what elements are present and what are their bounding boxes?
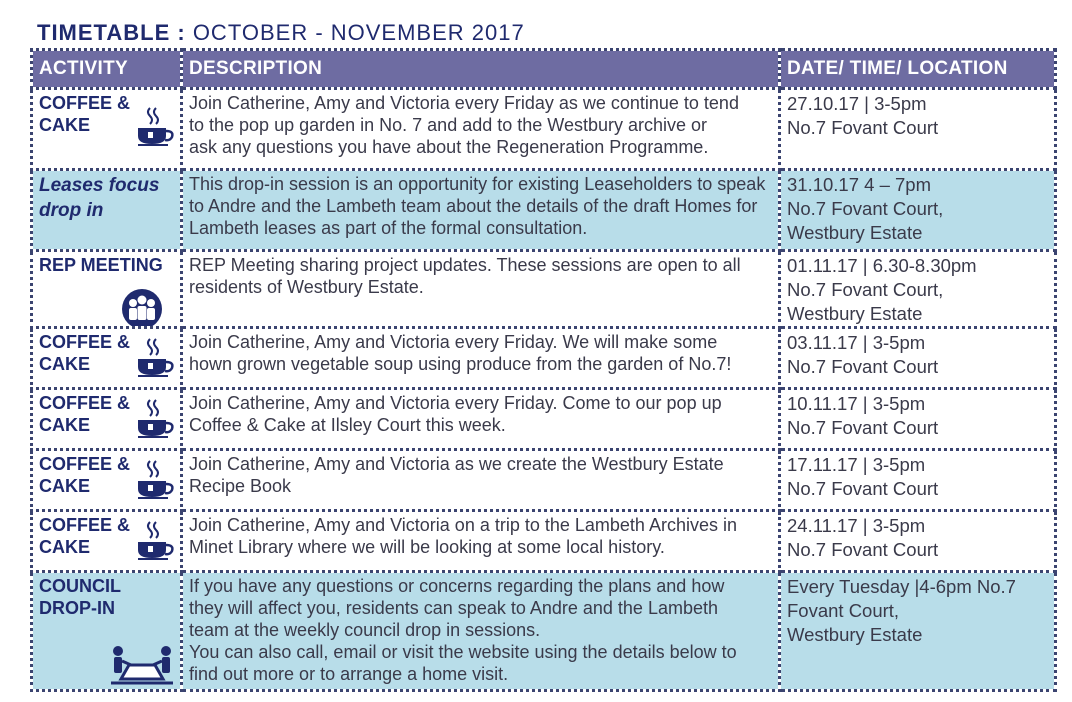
datetime-cell: 17.11.17 | 3-5pm No.7 Fovant Court xyxy=(780,450,1056,511)
title-dates: OCTOBER - NOVEMBER 2017 xyxy=(192,20,525,45)
description-cell: Join Catherine, Amy and Victoria on a trip to the Lambeth Archives in Minet Library where we will be looking at some local history. xyxy=(182,511,780,572)
table-row xyxy=(32,328,1056,389)
activity-cell: COFFEE & CAKE xyxy=(32,89,182,170)
header-row xyxy=(32,50,1056,89)
datetime-cell: 03.11.17 | 3-5pm No.7 Fovant Court xyxy=(780,328,1056,389)
description-cell: REP Meeting sharing project updates. These sessions are open to all residents of Westbury Estate. xyxy=(182,251,780,328)
description-cell: This drop-in session is an opportunity for existing Leaseholders to speak to Andre and the Lambeth team about the details of the draft Homes for Lambeth leases as part of the formal consultation. xyxy=(182,170,780,251)
table-row xyxy=(32,389,1056,450)
coffee-cup-icon xyxy=(136,520,176,560)
activity-cell: COFFEE & CAKE xyxy=(32,389,182,450)
header-datetime: DATE/ TIME/ LOCATION xyxy=(780,50,1056,89)
title-bold: TIMETABLE : xyxy=(37,20,186,45)
header-activity: ACTIVITY xyxy=(32,50,182,89)
table-row xyxy=(32,572,1056,691)
header-description: DESCRIPTION xyxy=(182,50,780,89)
meeting-group-icon xyxy=(121,288,163,328)
page-title xyxy=(37,20,525,46)
description-cell: Join Catherine, Amy and Victoria every Friday. We will make some hown grown vegetable soup using produce from the garden of No.7! xyxy=(182,328,780,389)
datetime-cell: 01.11.17 | 6.30-8.30pm No.7 Fovant Court, Westbury Estate xyxy=(780,251,1056,328)
council-desk-icon xyxy=(111,643,173,685)
description-cell: If you have any questions or concerns regarding the plans and how they will affect you, residents can speak to Andre and the Lambeth team at the weekly council drop in sessions. You can also call, email or visit the website using the details below to find out more or to arrange a home visit. xyxy=(182,572,780,691)
table-row xyxy=(32,450,1056,511)
coffee-cup-icon xyxy=(136,459,176,499)
table-row xyxy=(32,511,1056,572)
coffee-cup-icon xyxy=(136,398,176,438)
table-row xyxy=(32,170,1056,251)
datetime-cell: 31.10.17 4 – 7pm No.7 Fovant Court, Westbury Estate xyxy=(780,170,1056,251)
activity-cell: COFFEE & CAKE xyxy=(32,511,182,572)
activity-cell: Leases focus drop in xyxy=(32,170,182,251)
datetime-cell: 10.11.17 | 3-5pm No.7 Fovant Court xyxy=(780,389,1056,450)
activity-cell: COFFEE & CAKE xyxy=(32,328,182,389)
description-cell: Join Catherine, Amy and Victoria every Friday. Come to our pop up Coffee & Cake at Ilsley Court this week. xyxy=(182,389,780,450)
description-cell: Join Catherine, Amy and Victoria every Friday as we continue to tend to the pop up garden in No. 7 and add to the Westbury archive or ask any questions you have about the Regeneration Programme. xyxy=(182,89,780,170)
activity-cell: COFFEE & CAKE xyxy=(32,450,182,511)
coffee-cup-icon xyxy=(136,337,176,377)
datetime-cell: Every Tuesday |4-6pm No.7 Fovant Court, Westbury Estate xyxy=(780,572,1056,691)
timetable xyxy=(30,48,1057,692)
datetime-cell: 24.11.17 | 3-5pm No.7 Fovant Court xyxy=(780,511,1056,572)
table-row xyxy=(32,89,1056,170)
activity-cell: REP MEETING xyxy=(32,251,182,328)
table-row xyxy=(32,251,1056,328)
description-cell: Join Catherine, Amy and Victoria as we create the Westbury Estate Recipe Book xyxy=(182,450,780,511)
datetime-cell: 27.10.17 | 3-5pm No.7 Fovant Court xyxy=(780,89,1056,170)
activity-cell: COUNCIL DROP-IN xyxy=(32,572,182,691)
coffee-cup-icon xyxy=(136,106,176,146)
